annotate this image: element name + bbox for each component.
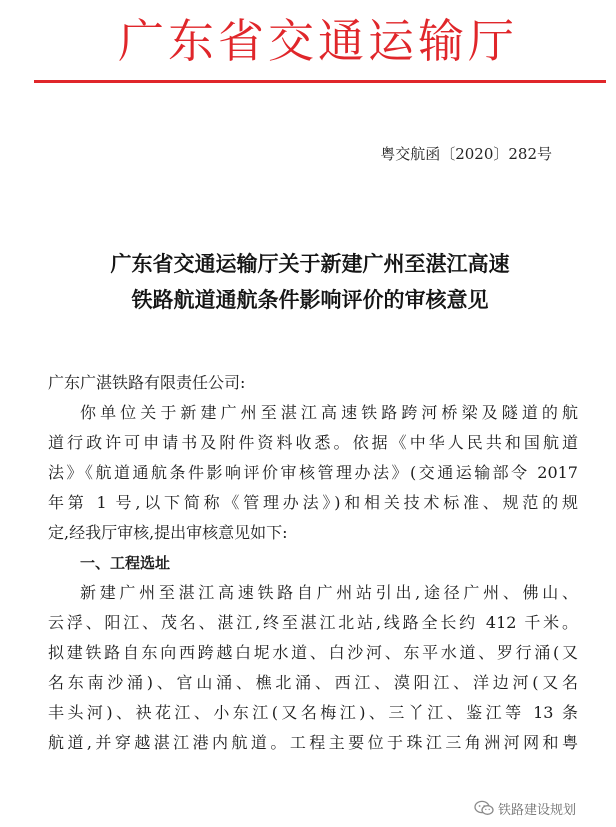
document-title — [40, 246, 580, 318]
paragraph-line: 年第 1 号,以下简称《管理办法》)和相关技术标准、规范的规 — [48, 493, 578, 512]
paragraph-line: 法》《航道通航条件影响评价审核管理办法》(交通运输部令 2017 — [48, 463, 578, 482]
section-heading: 一、工程选址 — [80, 554, 171, 572]
watermark — [474, 798, 576, 818]
addressee: 广东广湛铁路有限责任公司: — [48, 373, 246, 392]
paragraph-line: 名东南沙涌)、官山涌、樵北涌、西江、漠阳江、洋边河(又名 — [48, 673, 578, 692]
paragraph-line: 新建广州至湛江高速铁路自广州站引出,途径广州、佛山、 — [80, 583, 578, 602]
document-title-line: 铁路航道通航条件影响评价的审核意见 — [131, 288, 489, 312]
paragraph-line: 道行政许可申请书及附件资料收悉。依据《中华人民共和国航道 — [48, 433, 578, 452]
paragraph-line: 丰头河)、袂花江、小东江(又名梅江)、三丫江、鉴江等 13 条 — [48, 703, 578, 722]
letterhead-red-rule — [34, 80, 606, 83]
paragraph-line: 你单位关于新建广州至湛江高速铁路跨河桥梁及隧道的航 — [80, 403, 578, 422]
document-number: 粤交航函〔2020〕282号 — [380, 145, 552, 163]
paragraph-line: 定,经我厅审核,提出审核意见如下: — [48, 523, 288, 542]
document-title-line: 广东省交通运输厅关于新建广州至湛江高速 — [110, 252, 510, 276]
letterhead — [0, 0, 616, 84]
paragraph-line: 航道,并穿越湛江港内航道。工程主要位于珠江三角洲河网和粤 — [48, 733, 578, 752]
paragraph-line: 云浮、阳江、茂名、湛江,终至湛江北站,线路全长约 412 千米。 — [48, 613, 578, 632]
paragraph-line: 拟建铁路自东向西跨越白坭水道、白沙河、东平水道、罗行涌(又 — [48, 643, 578, 662]
agency-letterhead-title: 广东省交通运输厅 — [118, 14, 518, 68]
watermark-label: 铁路建设规划 — [498, 802, 577, 818]
document-body — [48, 368, 578, 758]
wechat-icon — [474, 800, 494, 816]
